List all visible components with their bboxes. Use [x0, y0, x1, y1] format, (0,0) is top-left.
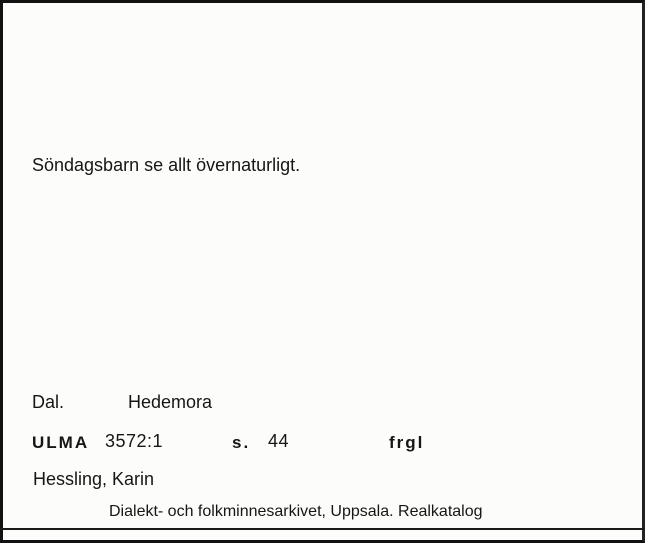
page-number: 44	[268, 431, 290, 451]
informant-name: Hessling, Karin	[33, 469, 155, 489]
place-label: Hedemora	[128, 392, 213, 412]
category-code: frgl	[389, 433, 425, 452]
record-number: 3572:1	[105, 431, 164, 451]
page-label: s.	[232, 433, 251, 452]
archive-code: ULMA	[32, 433, 90, 452]
card-bottom-edge	[0, 528, 645, 530]
card-text: Söndagsbarn se allt övernaturligt.	[32, 155, 301, 175]
archive-footer: Dialekt- och folkminnesarkivet, Uppsala. Realkatalog	[109, 503, 483, 520]
region-label: Dal.	[32, 392, 65, 412]
